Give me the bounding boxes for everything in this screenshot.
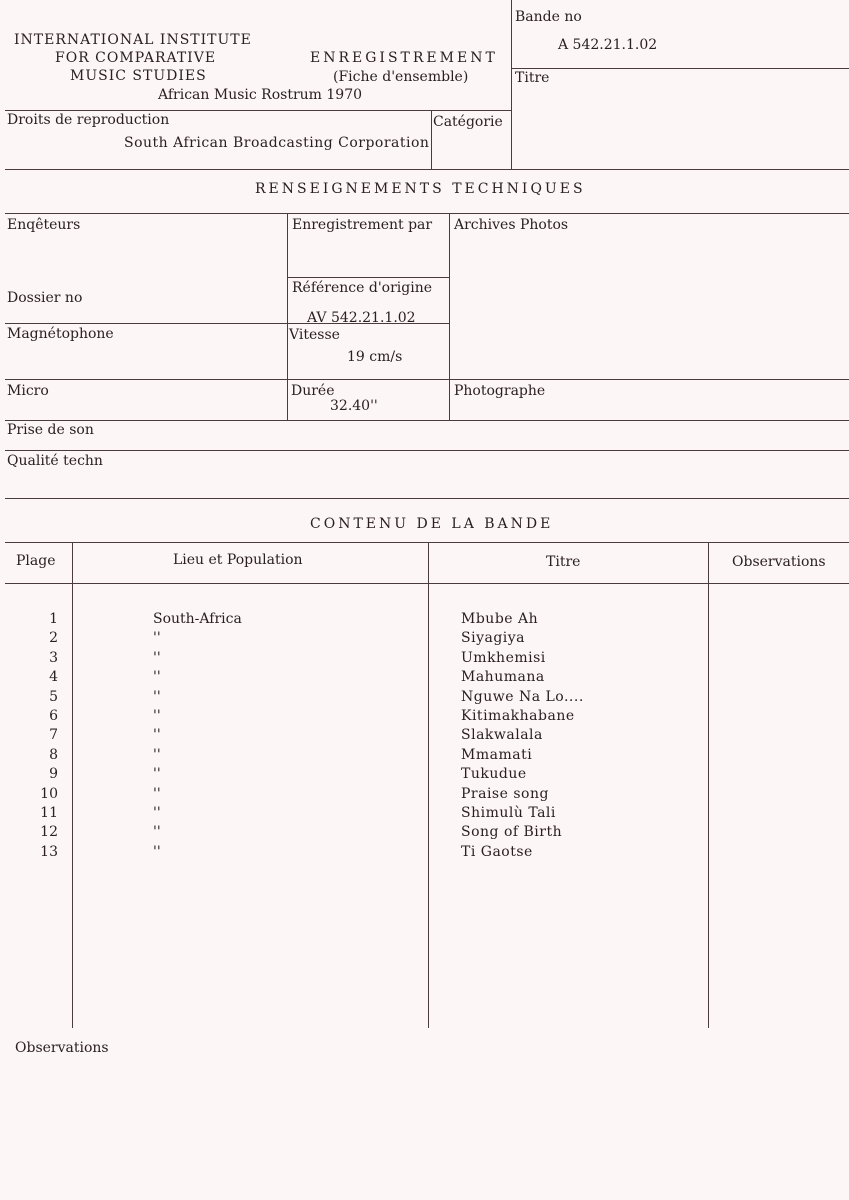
droits-value: South African Broadcasting Corporation [124,135,430,151]
row-plage: 9 [49,766,58,782]
dossier-bottom-line [5,323,449,324]
column-header-titre: Titre [546,554,581,570]
row-plage: 1 [49,611,58,627]
titre-label: Titre [515,70,550,86]
observations-label: Observations [15,1040,109,1056]
row-titre: Mahumana [461,669,545,685]
contents-divider-1 [72,542,73,1028]
institute-line-1: INTERNATIONAL INSTITUTE [14,32,252,48]
row-plage: 8 [49,747,58,763]
institute-line-2: FOR COMPARATIVE [55,50,217,66]
rights-bottom-line [5,169,849,170]
row-lieu: '' [153,786,161,802]
vitesse-label: Vitesse [289,327,340,343]
row-titre: Umkhemisi [461,650,546,666]
categorie-label: Catégorie [433,114,503,130]
row-titre: Mmamati [461,747,533,763]
row-lieu: '' [153,844,161,860]
duree-label: Durée [291,383,335,399]
row-plage: 3 [49,650,58,666]
row-titre: Tukudue [461,766,527,782]
row-titre: Siyagiya [461,630,526,646]
row-plage: 7 [49,727,58,743]
row-titre: Mbube Ah [461,611,539,627]
header-bottom-line [5,110,511,111]
row-lieu: '' [153,689,161,705]
archives-label: Archives Photos [454,217,569,233]
micro-label: Micro [7,383,49,399]
categorie-divider [431,110,432,169]
contents-divider-2 [428,542,429,1028]
row-titre: Praise song [461,786,549,802]
row-plage: 2 [49,630,58,646]
row-plage: 10 [40,786,58,802]
contents-divider-3 [708,542,709,1028]
row-lieu: '' [153,650,161,666]
row-lieu: '' [153,824,161,840]
photographe-label: Photographe [454,383,546,399]
prise-bottom-line [5,450,849,451]
row-lieu: '' [153,805,161,821]
bande-titre-divider [511,68,849,69]
row-lieu: '' [153,727,161,743]
row-titre: Slakwalala [461,727,543,743]
row-plage: 12 [40,824,58,840]
contents-top-line [5,542,849,543]
row-lieu: '' [153,669,161,685]
column-header-lieu: Lieu et Population [173,552,303,568]
header-divider [511,0,512,169]
row-plage: 4 [49,669,58,685]
contents-section-title: CONTENU DE LA BANDE [310,516,554,532]
technical-top-line [5,213,849,214]
form-subtitle: (Fiche d'ensemble) [333,69,469,85]
contents-header-line [5,583,849,584]
tech-divider-2 [449,213,450,420]
qualite-label: Qualité techn [7,453,103,469]
vitesse-value: 19 cm/s [347,349,403,365]
row-plage: 13 [40,844,58,860]
technical-bottom-line [5,498,849,499]
row-lieu: '' [153,630,161,646]
row-plage: 6 [49,708,58,724]
row-titre: Nguwe Na Lo.... [461,689,584,705]
row-titre: Song of Birth [461,824,563,840]
enregistrement-bottom-line [287,277,449,278]
technical-section-title: RENSEIGNEMENTS TECHNIQUES [255,181,586,197]
row-lieu: '' [153,708,161,724]
reference-value: AV 542.21.1.02 [307,310,416,326]
row-lieu: '' [153,766,161,782]
form-title: ENREGISTREMENT [310,50,498,66]
row-lieu: '' [153,747,161,763]
micro-bottom-line [5,420,849,421]
row-titre: Kitimakhabane [461,708,575,724]
dossier-label: Dossier no [7,290,83,306]
row-plage: 11 [40,805,58,821]
bande-value: A 542.21.1.02 [558,37,658,53]
rostrum-text: African Music Rostrum 1970 [158,87,363,103]
enqueteurs-label: Enqêteurs [7,217,81,233]
enregistrement-label: Enregistrement par [292,217,433,233]
droits-label: Droits de reproduction [7,112,170,128]
column-header-plage: Plage [16,553,56,569]
magnetophone-label: Magnétophone [7,326,114,342]
tech-divider-1 [287,213,288,420]
duree-value: 32.40'' [330,398,378,414]
prise-label: Prise de son [7,422,94,438]
row-titre: Ti Gaotse [461,844,533,860]
magnetophone-bottom-line [5,379,849,380]
reference-label: Référence d'origine [292,280,433,296]
row-plage: 5 [49,689,58,705]
column-header-observations: Observations [732,554,826,570]
row-lieu: South-Africa [153,611,242,627]
bande-label: Bande no [515,9,582,25]
row-titre: Shimulù Tali [461,805,556,821]
institute-line-3: MUSIC STUDIES [70,68,207,84]
